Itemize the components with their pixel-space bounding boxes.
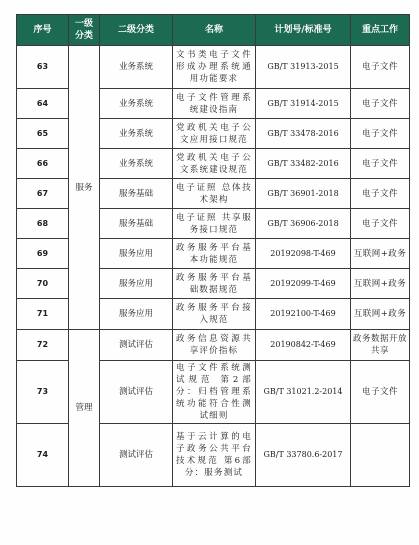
row-code: 20192098-T-469 xyxy=(256,239,351,269)
row-name: 政务服务平台基本功能规范 xyxy=(173,239,256,269)
row-seq: 64 xyxy=(17,89,69,119)
row-seq: 65 xyxy=(17,119,69,149)
header-focus: 重点工作 xyxy=(351,15,410,46)
row-focus: 互联网+政务 xyxy=(351,239,410,269)
row-category-2: 测试评估 xyxy=(100,361,173,424)
header-seq: 序号 xyxy=(17,15,69,46)
row-code: GB/T 31021.2-2014 xyxy=(256,361,351,424)
row-name: 政务服务平台接入规范 xyxy=(173,299,256,330)
row-code: 20192100-T-469 xyxy=(256,299,351,330)
row-seq: 69 xyxy=(17,239,69,269)
row-code: 20192099-T-469 xyxy=(256,269,351,299)
row-name: 电子文件管理系统建设指南 xyxy=(173,89,256,119)
row-seq: 74 xyxy=(17,424,69,487)
row-category-2: 测试评估 xyxy=(100,330,173,361)
row-seq: 68 xyxy=(17,209,69,239)
header-category-1: 一级 分类 xyxy=(69,15,100,46)
row-name: 政务服务平台基础数据规范 xyxy=(173,269,256,299)
row-category-2: 服务基础 xyxy=(100,179,173,209)
row-category-2: 服务基础 xyxy=(100,209,173,239)
row-category-2: 业务系统 xyxy=(100,149,173,179)
row-focus xyxy=(351,424,410,487)
row-focus: 电子文件 xyxy=(351,149,410,179)
row-code: 20190842-T-469 xyxy=(256,330,351,361)
row-category-2: 业务系统 xyxy=(100,46,173,89)
row-focus: 互联网+政务 xyxy=(351,299,410,330)
row-name: 党政机关电子公文应用接口规范 xyxy=(173,119,256,149)
row-code: GB/T 31913-2015 xyxy=(256,46,351,89)
row-name: 电子文件系统测试规范 第2部分：归档管理系统功能符合性测试细则 xyxy=(173,361,256,424)
row-focus: 电子文件 xyxy=(351,46,410,89)
header-category-2: 二级分类 xyxy=(100,15,173,46)
row-focus: 电子文件 xyxy=(351,179,410,209)
row-name: 电子证照 共享服务接口规范 xyxy=(173,209,256,239)
row-code: GB/T 33482-2016 xyxy=(256,149,351,179)
row-seq: 73 xyxy=(17,361,69,424)
table-row xyxy=(17,46,410,89)
row-name: 文书类电子文件形成办理系统通用功能要求 xyxy=(173,46,256,89)
row-code: GB/T 36906-2018 xyxy=(256,209,351,239)
row-category-2: 服务应用 xyxy=(100,299,173,330)
row-seq: 72 xyxy=(17,330,69,361)
row-code: GB/T 36901-2018 xyxy=(256,179,351,209)
row-seq: 71 xyxy=(17,299,69,330)
row-category-2: 服务应用 xyxy=(100,269,173,299)
standards-table xyxy=(16,14,410,487)
row-category-2: 业务系统 xyxy=(100,89,173,119)
row-focus: 电子文件 xyxy=(351,209,410,239)
header-row xyxy=(17,15,410,46)
row-focus: 政务数据开放共享 xyxy=(351,330,410,361)
row-code: GB/T 33478-2016 xyxy=(256,119,351,149)
row-seq: 63 xyxy=(17,46,69,89)
row-focus: 电子文件 xyxy=(351,119,410,149)
header-name: 名称 xyxy=(173,15,256,46)
row-name: 政务信息资源共享评价指标 xyxy=(173,330,256,361)
row-name: 党政机关电子公文系统建设规范 xyxy=(173,149,256,179)
row-name: 电子证照 总体技术架构 xyxy=(173,179,256,209)
category-1-service: 服务 xyxy=(69,46,100,330)
row-code: GB/T 33780.6-2017 xyxy=(256,424,351,487)
row-seq: 70 xyxy=(17,269,69,299)
row-focus: 互联网+政务 xyxy=(351,269,410,299)
row-category-2: 服务应用 xyxy=(100,239,173,269)
row-seq: 66 xyxy=(17,149,69,179)
row-category-2: 业务系统 xyxy=(100,119,173,149)
row-seq: 67 xyxy=(17,179,69,209)
row-code: GB/T 31914-2015 xyxy=(256,89,351,119)
header-code: 计划号/标准号 xyxy=(256,15,351,46)
row-focus: 电子文件 xyxy=(351,89,410,119)
table-row xyxy=(17,330,410,361)
row-category-2: 测试评估 xyxy=(100,424,173,487)
category-1-management: 管理 xyxy=(69,330,100,487)
row-focus: 电子文件 xyxy=(351,361,410,424)
row-name: 基于云计算的电子政务公共平台技术规范 第6部分：服务测试 xyxy=(173,424,256,487)
